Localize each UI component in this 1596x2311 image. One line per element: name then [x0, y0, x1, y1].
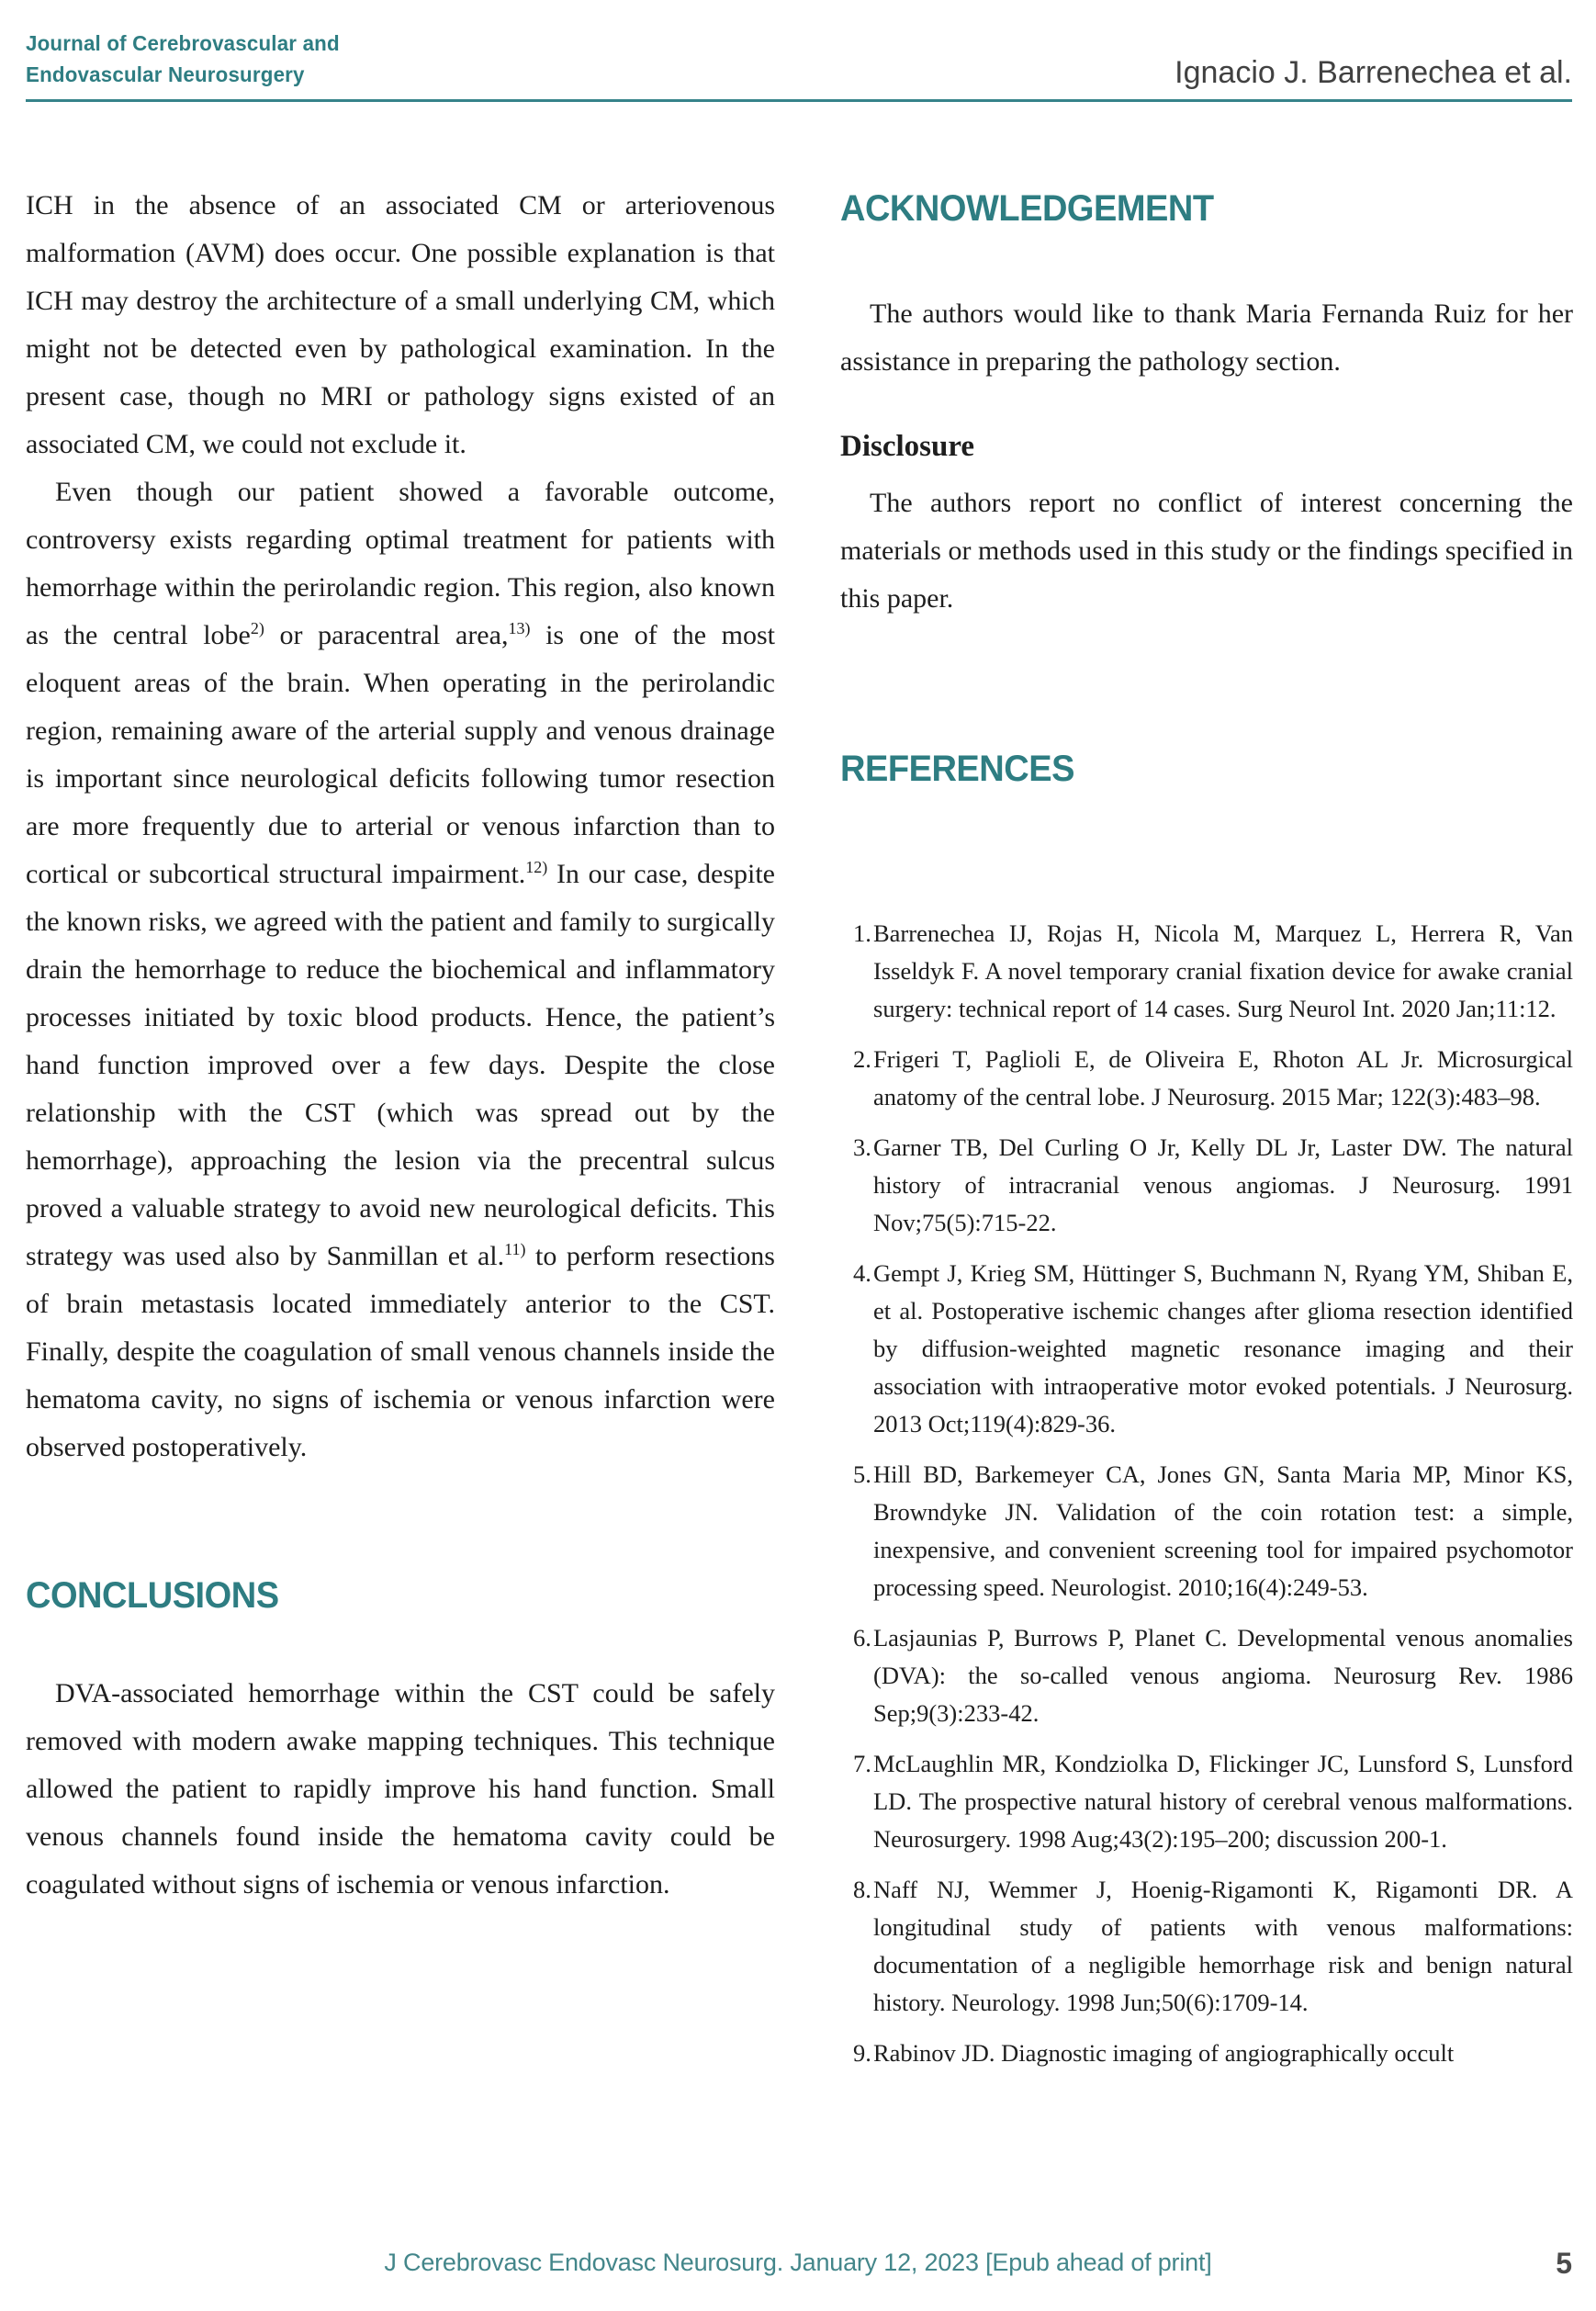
- journal-name: [26, 28, 340, 90]
- reference-item: [840, 1129, 1573, 1242]
- reference-item: [840, 1871, 1573, 2022]
- reference-text: Gempt J, Krieg SM, Hüttinger S, Buchmann N, Ryang YM, Shiban E, et al. Postoperative ischemic changes after glioma resection identified by diffusion-weighted magnetic resonance imaging and their association with intraoperative motor evoked potentials. J Neurosurg. 2013 Oct;119(4):829-36.: [873, 1259, 1573, 1437]
- acknowledgement-paragraph: The authors would like to thank Maria Fernanda Ruiz for her assistance in preparing the pathology section.: [840, 299, 1573, 377]
- reference-number: 4.: [853, 1259, 871, 1287]
- reference-number: 1.: [853, 919, 871, 947]
- reference-text: McLaughlin MR, Kondziolka D, Flickinger JC, Lunsford S, Lunsford LD. The prospective natural history of cerebral venous malformations. Neurosurgery. 1998 Aug;43(2):195–200; discussion 200-1.: [873, 1750, 1573, 1853]
- reference-item: [840, 1619, 1573, 1732]
- header-divider-rule: [26, 99, 1572, 102]
- reference-text: Frigeri T, Paglioli E, de Oliveira E, Rhoton AL Jr. Microsurgical anatomy of the central lobe. J Neurosurg. 2015 Mar; 122(3):483–98.: [873, 1045, 1573, 1110]
- reference-item: [840, 1456, 1573, 1606]
- reference-number: 6.: [853, 1624, 871, 1652]
- journal-name-line2: Endovascular Neurosurgery: [26, 62, 305, 86]
- reference-text: Barrenechea IJ, Rojas H, Nicola M, Marquez L, Herrera R, Van Isseldyk F. A novel temporary cranial fixation device for awake cranial surgery: technical report of 14 cases. Surg Neurol Int. 2020 Jan;11:12.: [873, 919, 1573, 1022]
- page-number: 5: [1556, 2247, 1572, 2280]
- running-head-authors: Ignacio J. Barrenechea et al.: [1175, 55, 1572, 90]
- references-heading: REFERENCES: [840, 749, 1074, 789]
- reference-item: [840, 2035, 1573, 2072]
- discussion-paragraph-1: ICH in the absence of an associated CM or arteriovenous malformation (AVM) does occur. One possible explanation is that ICH may destroy the architecture of a small underlying CM, which might not be detected even by pathological examination. In the present case, though no MRI or pathology signs existed of an associated CM, we could not exclude it.: [26, 190, 775, 459]
- reference-number: 2.: [853, 1045, 871, 1073]
- conclusions-paragraph: DVA-associated hemorrhage within the CST could be safely removed with modern awake mapping techniques. This technique allowed the patient to rapidly improve his hand function. Small venous channels found inside the hematoma cavity could be coagulated without signs of ischemia or venous infarction.: [26, 1678, 775, 1900]
- left-column: [26, 175, 775, 1909]
- reference-text: Garner TB, Del Curling O Jr, Kelly DL Jr, Laster DW. The natural history of intracranial venous angiomas. J Neurosurg. 1991 Nov;75(5):715-22.: [873, 1133, 1573, 1236]
- reference-text: Naff NJ, Wemmer J, Hoenig-Rigamonti K, Rigamonti DR. A longitudinal study of patients with venous malformations: documentation of a negligible hemorrhage risk and benign natural history. Neurology. 1998 Jun;50(6):1709-14.: [873, 1876, 1573, 2016]
- reference-text: Rabinov JD. Diagnostic imaging of angiographically occult: [873, 2039, 1455, 2067]
- reference-number: 3.: [853, 1133, 871, 1161]
- reference-text: Hill BD, Barkemeyer CA, Jones GN, Santa Maria MP, Minor KS, Browndyke JN. Validation of the coin rotation test: a simple, inexpensive, and convenient screening tool for impaired psychomotor processing speed. Neurologist. 2010;16(4):249-53.: [873, 1460, 1573, 1601]
- disclosure-paragraph: The authors report no conflict of interest concerning the materials or methods used in this study or the findings specified in this paper.: [840, 488, 1573, 614]
- reference-number: 9.: [853, 2039, 871, 2067]
- reference-number: 5.: [853, 1460, 871, 1488]
- reference-item: [840, 1255, 1573, 1443]
- journal-name-line1: Journal of Cerebrovascular and: [26, 31, 340, 55]
- disclosure-heading: Disclosure: [840, 430, 975, 463]
- reference-item: [840, 1041, 1573, 1116]
- reference-item: [840, 915, 1573, 1028]
- discussion-paragraph-2: Even though our patient showed a favorable outcome, controversy exists regarding optimal treatment for patients with hemorrhage within the perirolandic region. This region, also known as the central lobe$^{2)}$ or paracentral area,$^{13)}$ is one of the most eloquent areas of the brain. When operating in the perirolandic region, remaining aware of the arterial supply and venous drainage is important since neurological deficits following tumor resection are more frequently due to arterial or venous infarction than to cortical or subcortical structural impairment.$^{12)}$ In our case, despite the known risks, we agreed with the patient and family to surgically drain the hemorrhage to reduce the biochemical and inflammatory processes initiated by toxic blood products. Hence, the patient’s hand function improved over a few days. Despite the close relationship with the CST (which was spread out by the hemorrhage), approaching the lesion via the precentral sulcus proved a valuable strategy to avoid new neurological deficits. This strategy was used also by Sanmillan et al.$^{11)}$ to perform resections of brain metastasis located immediately anterior to the CST. Finally, despite the coagulation of small venous channels inside the hematoma cavity, no signs of ischemia or venous infarction were observed postoperatively.: [26, 477, 776, 1462]
- right-column: [840, 175, 1573, 2072]
- footer-citation: J Cerebrovasc Endovasc Neurosurg. January 12, 2023 [Epub ahead of print]: [384, 2249, 1212, 2276]
- acknowledgement-heading: ACKNOWLEDGEMENT: [840, 188, 1214, 229]
- reference-list: [840, 915, 1573, 2072]
- reference-number: 8.: [853, 1876, 871, 1903]
- reference-text: Lasjaunias P, Burrows P, Planet C. Developmental venous anomalies (DVA): the so-called venous angioma. Neurosurg Rev. 1986 Sep;9(3):233-42.: [873, 1624, 1573, 1727]
- reference-item: [840, 1745, 1573, 1858]
- conclusions-heading: CONCLUSIONS: [26, 1575, 279, 1616]
- reference-number: 7.: [853, 1750, 871, 1777]
